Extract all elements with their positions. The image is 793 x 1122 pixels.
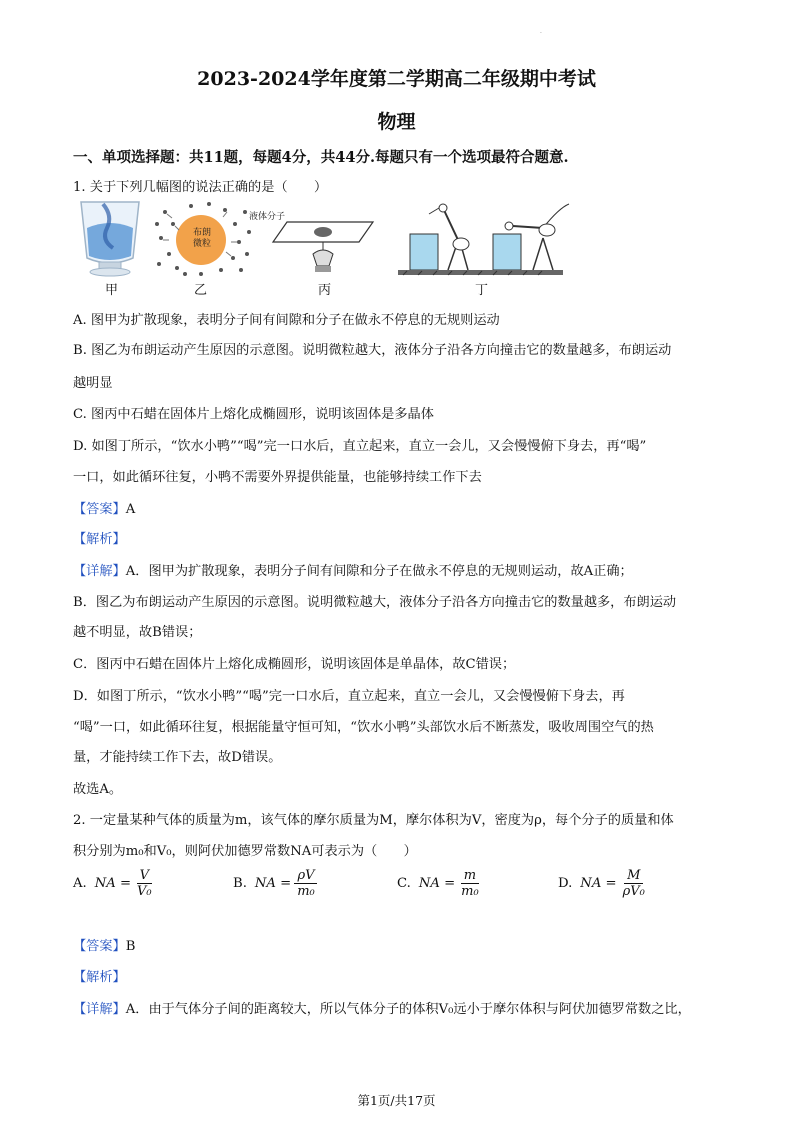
q1-detail-5: D．如图丁所示，“饮水小鸭”“喝”完一口水后，直立起来，直立一会儿，又会慢慢俯下身去，再 [73, 689, 625, 704]
option-label: A. [73, 876, 87, 891]
q1-conclusion: 故选A。 [73, 782, 123, 797]
q2-answer [73, 935, 135, 954]
page-footer: 第1页/共17页 [357, 1093, 436, 1108]
detail-tag: 【详解】 [73, 564, 126, 579]
detail-tag: 【详解】 [73, 1002, 126, 1017]
q2-option-a [73, 868, 155, 899]
denominator: ρV₀ [622, 884, 645, 899]
scan-dot: · [540, 30, 542, 37]
option-lhs: NA = [254, 876, 292, 891]
numerator: V [137, 868, 152, 884]
q1-detail-2: B．图乙为布朗运动产生原因的示意图。说明微粒越大，液体分子沿各方向撞击它的数量越多，布朗运动 [73, 595, 677, 610]
q2-option-b [233, 868, 318, 899]
subject-title: 物理 [377, 111, 416, 133]
detail-text: A．图甲为扩散现象，表明分子间有间隙和分子在做永不停息的无规则运动，故A正确； [125, 564, 633, 579]
section-heading: 一、单项选择题：共11题，每题4分，共44分.每题只有一个选项最符合题意. [73, 149, 569, 166]
q2-detail-1 [73, 998, 691, 1017]
caption-ding: 丁 [475, 283, 489, 298]
q2-option-d [558, 868, 648, 899]
q2-option-c [397, 868, 482, 899]
answer-value: A [125, 502, 136, 517]
option-lhs: NA = [580, 876, 617, 891]
q1-detail-3: 越不明显，故B错误； [73, 625, 202, 640]
denominator: m₀ [297, 884, 315, 899]
q1-option-b: B. 图乙为布朗运动产生原因的示意图。说明微粒越大，液体分子沿各方向撞击它的数量越多，布朗运动 [73, 343, 672, 358]
caption-bing: 丙 [318, 283, 332, 298]
denominator: m₀ [461, 884, 479, 899]
q1-option-b-cont: 越明显 [73, 376, 113, 391]
option-fraction [294, 868, 318, 899]
option-lhs: NA = [94, 876, 132, 891]
q2-analysis-tag: 【解析】 [73, 970, 126, 985]
q2-stem: 2. 一定量某种气体的质量为m，该气体的摩尔质量为M，摩尔体积为V，密度为ρ，每个分子的质量和体 [73, 813, 674, 828]
answer-value: B [125, 939, 136, 954]
q1-detail-4: C．图丙中石蜡在固体片上熔化成椭圆形，说明该固体是单晶体，故C错误； [73, 657, 516, 672]
option-fraction [458, 868, 482, 899]
option-label: C. [397, 876, 411, 891]
q1-option-d-cont: 一口，如此循环往复，小鸭不需要外界提供能量，也能够持续工作下去 [73, 470, 482, 485]
option-fraction [620, 868, 648, 899]
q1-figures [73, 198, 593, 298]
numerator: M [624, 868, 643, 884]
figure-ding-duck [398, 204, 569, 275]
q1-detail-6: “喝”一口，如此循环往复，根据能量守恒可知，“饮水小鸭”头部饮水后不断蒸发，吸收周围空气的热 [73, 720, 654, 735]
q1-detail-1 [73, 560, 633, 579]
option-label: B. [233, 876, 247, 891]
q1-option-c: C. 图丙中石蜡在固体片上熔化成椭圆形，说明该固体是多晶体 [73, 407, 434, 422]
caption-jia: 甲 [105, 283, 119, 298]
figure-bing-wax [273, 222, 373, 272]
detail-text: A．由于气体分子间的距离较大，所以气体分子的体积V₀远小于摩尔体积与阿伏加德罗常数之比， [125, 1002, 691, 1017]
liquid-molecule-label: 液体分子 [249, 212, 286, 222]
q1-figure-svg [73, 198, 593, 278]
q1-detail-7: 量，才能持续工作下去，故D错误。 [73, 750, 282, 765]
exam-title: 2023-2024学年度第二学期高二年级期中考试 [197, 68, 596, 90]
q2-stem-cont: 积分别为m₀和V₀，则阿伏加德罗常数NA可表示为（ ） [73, 844, 417, 859]
answer-tag: 【答案】 [73, 939, 126, 954]
caption-yi: 乙 [194, 283, 208, 298]
brownian-particle-label: 布朗微粒 [192, 228, 211, 249]
q1-answer [73, 498, 135, 517]
q1-analysis-tag: 【解析】 [73, 532, 126, 547]
q1-stem: 1. 关于下列几幅图的说法正确的是（ ） [73, 180, 328, 195]
figure-jia-beaker [81, 202, 139, 276]
numerator: ρV [294, 868, 317, 884]
denominator: V₀ [137, 884, 152, 899]
q1-option-a: A. 图甲为扩散现象，表明分子间有间隙和分子在做永不停息的无规则运动 [73, 313, 500, 328]
q1-option-d: D. 如图丁所示，“饮水小鸭”“喝”完一口水后，直立起来，直立一会儿，又会慢慢俯下身去，再“喝” [73, 439, 647, 454]
option-label: D. [558, 876, 573, 891]
option-fraction [134, 868, 155, 899]
answer-tag: 【答案】 [73, 502, 126, 517]
numerator: m [461, 868, 479, 884]
option-lhs: NA = [418, 876, 456, 891]
